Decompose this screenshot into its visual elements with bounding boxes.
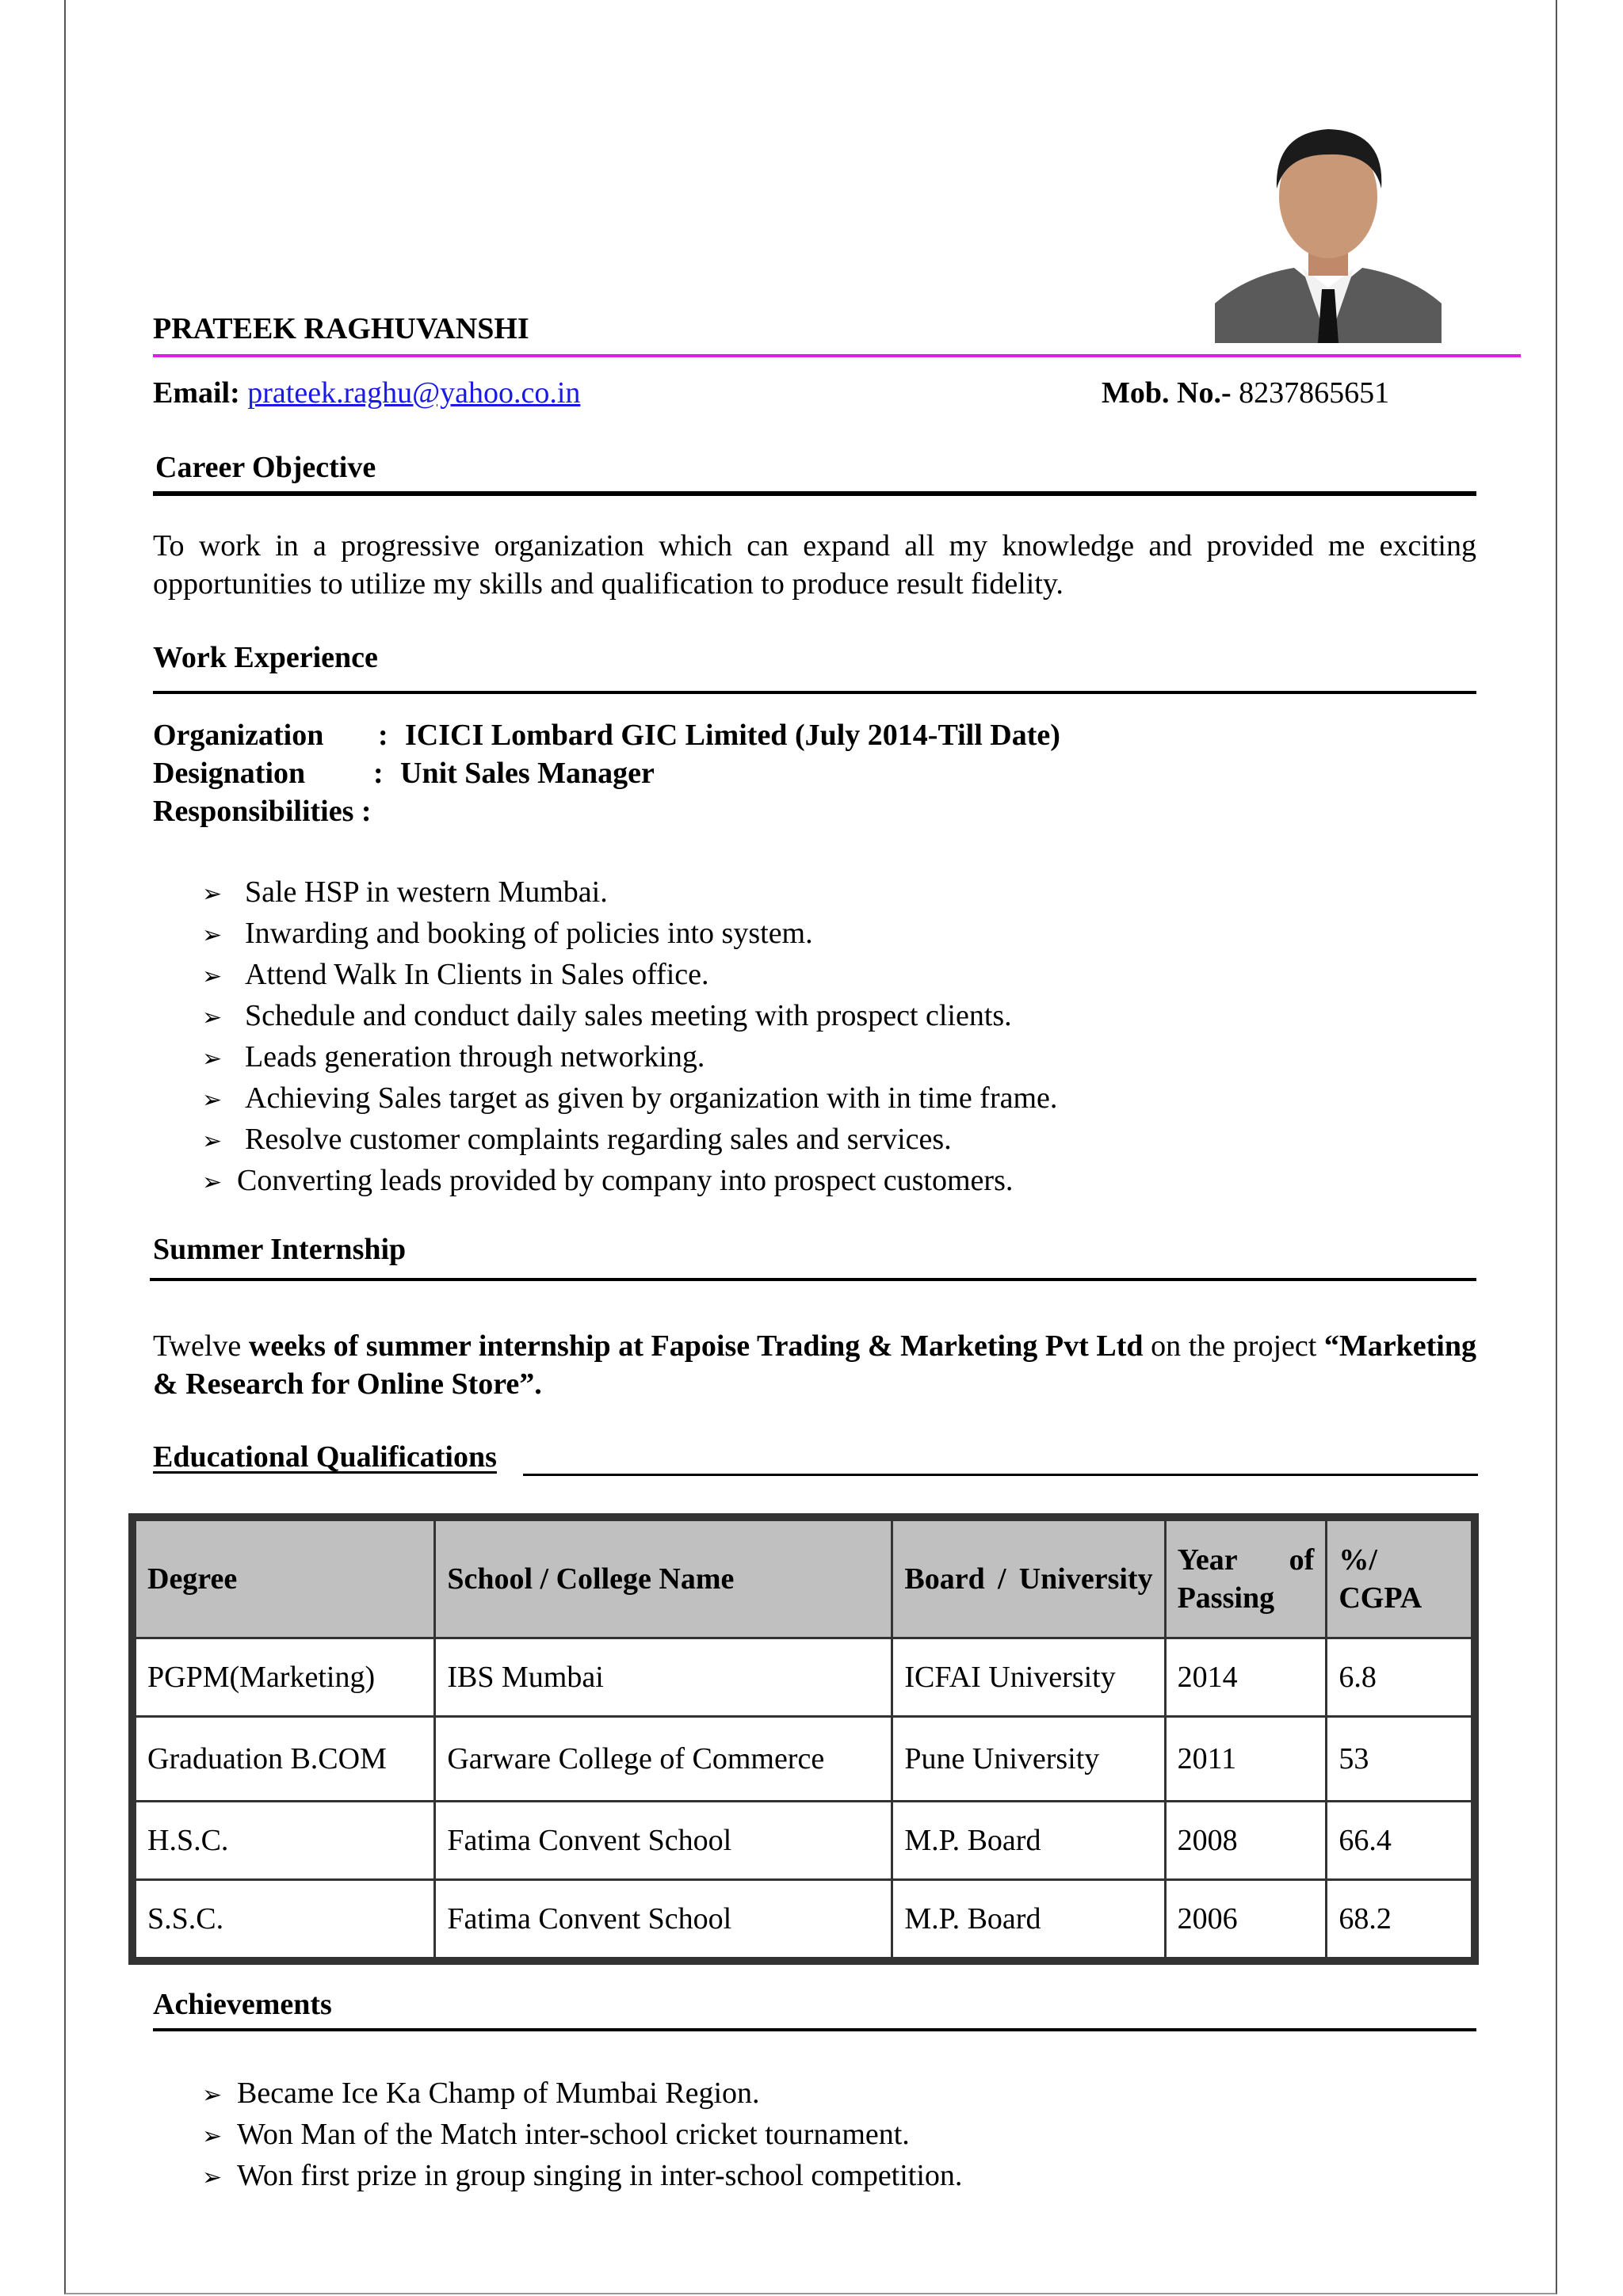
list-item: ➢ Became Ice Ka Champ of Mumbai Region. [202, 2073, 962, 2114]
organization-value: ICICI Lombard GIC Limited (July 2014-Till Date) [405, 719, 1060, 752]
arrow-bullet-icon: ➢ [202, 921, 223, 949]
arrow-bullet-icon: ➢ [202, 1127, 223, 1155]
designation-row: Designation : Unit Sales Manager [153, 757, 655, 790]
career-objective-title: Career Objective [155, 451, 376, 484]
list-item: ➢ Leads generation through networking. [202, 1036, 1057, 1077]
list-item: ➢ Won first prize in group singing in inter-school competition. [202, 2155, 962, 2196]
arrow-bullet-icon: ➢ [202, 2081, 223, 2109]
list-item: ➢ Resolve customer complaints regarding sales and services. [202, 1119, 1057, 1160]
designation-value: Unit Sales Manager [400, 757, 655, 790]
mobile-line [1102, 374, 1389, 412]
achievements-list [202, 2073, 962, 2196]
list-item: ➢ Sale HSP in western Mumbai. [202, 871, 1057, 913]
designation-label: Designation [153, 757, 306, 790]
arrow-bullet-icon: ➢ [202, 1169, 223, 1196]
header-degree: Degree [132, 1517, 435, 1638]
arrow-bullet-icon: ➢ [202, 2122, 223, 2150]
career-objective-rule [153, 491, 1476, 496]
summer-internship-rule [150, 1278, 1476, 1281]
achievements-rule [153, 2028, 1476, 2031]
work-experience-rule [153, 691, 1476, 694]
summer-internship-title: Summer Internship [153, 1233, 407, 1266]
candidate-name: PRATEEK RAGHUVANSHI [153, 312, 529, 345]
header-board: Board / University [892, 1517, 1165, 1638]
organization-row: Organization : ICICI Lombard GIC Limited (July 2014-Till Date) [153, 719, 1060, 752]
arrow-bullet-icon: ➢ [202, 2164, 223, 2191]
education-rule [523, 1474, 1478, 1476]
work-experience-title: Work Experience [153, 641, 378, 674]
arrow-bullet-icon: ➢ [202, 1086, 223, 1114]
list-item: ➢ Converting leads provided by company into prospect customers. [202, 1160, 1057, 1201]
responsibilities-list [202, 871, 1057, 1201]
header-school: School / College Name [435, 1517, 892, 1638]
list-item: ➢ Schedule and conduct daily sales meeting with prospect clients. [202, 995, 1057, 1036]
email-link[interactable]: prateek.raghu@yahoo.co.in [247, 376, 581, 410]
email-line [153, 374, 580, 412]
education-table [128, 1513, 1479, 1965]
list-item: ➢ Won Man of the Match inter-school cricket tournament. [202, 2114, 962, 2155]
email-label: Email: [153, 376, 240, 410]
table-row: PGPM(Marketing) IBS Mumbai ICFAI University 2014 6.8 [132, 1638, 1475, 1717]
achievements-title: Achievements [153, 1988, 332, 2021]
table-row: Graduation B.COM Garware College of Commerce Pune University 2011 53 [132, 1717, 1475, 1802]
mobile-number: 8237865651 [1231, 376, 1390, 410]
education-title: Educational Qualifications [153, 1440, 497, 1474]
header-divider [153, 354, 1521, 357]
career-objective-text: To work in a progressive organization which can expand all my knowledge and provided me exciting opportunities to utilize my skills and qualification to produce result fidelity. [153, 529, 1476, 601]
list-item: ➢ Inwarding and booking of policies into system. [202, 913, 1057, 954]
table-row: S.S.C. Fatima Convent School M.P. Board 2006 68.2 [132, 1880, 1475, 1962]
arrow-bullet-icon: ➢ [202, 963, 223, 990]
mobile-label: Mob. No.- [1102, 376, 1232, 410]
list-item: ➢ Achieving Sales target as given by organization with in time frame. [202, 1077, 1057, 1119]
summer-internship-text: Twelve weeks of summer internship at Fapoise Trading & Marketing Pvt Ltd on the project “Marketing & Research for Online Store”. [153, 1329, 1476, 1401]
arrow-bullet-icon: ➢ [202, 1004, 223, 1032]
arrow-bullet-icon: ➢ [202, 880, 223, 908]
table-row: H.S.C. Fatima Convent School M.P. Board 2008 66.4 [132, 1802, 1475, 1880]
table-header-row [132, 1517, 1475, 1638]
responsibilities-label: Responsibilities : [153, 795, 372, 828]
organization-label: Organization [153, 719, 324, 752]
list-item: ➢ Attend Walk In Clients in Sales office. [202, 954, 1057, 995]
arrow-bullet-icon: ➢ [202, 1045, 223, 1073]
person-portrait-icon [1215, 105, 1442, 343]
header-cgpa: %/ CGPA [1327, 1517, 1475, 1638]
header-year: Year of Passing [1165, 1517, 1327, 1638]
profile-photo [1215, 105, 1442, 343]
